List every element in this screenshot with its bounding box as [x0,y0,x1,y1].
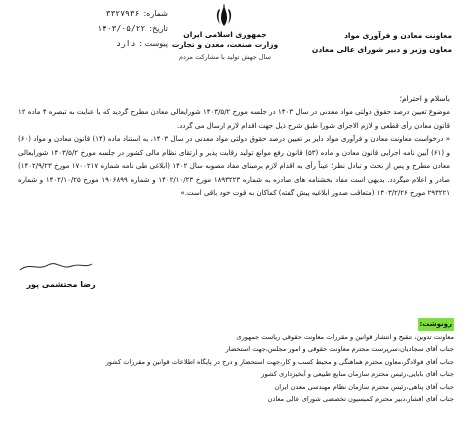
letterhead [0,0,468,75]
carbon-copy-section [18,318,454,406]
body-paragraph: « درخواست معاونت معادن و فرآوری مواد دایر بر تعیین درصد حقوق دولتی مواد معدنی در سال ۱۴۰۳، به استناد ماده (۱۴) قانون معادن و مواد (۶۰) و (۶۱) آیین نامه اجرایی قانون معادن و ماده (۵۳) قانون رفع موانع تولید رقابت پذیر و ارتقای نظام مالی کشور در جلسه مورخ ۱۴۰۳/۵/۲ شورایعالی معادن مطرح و پس از بحث و تبادل نظر؛ عیناً رأی به اقدام لازم برمبنای مفاد مصوبه سال ۱۴۰۲ (ابلاغی طی نامه شماره ۱۷۰۰۲۱۷ مورخ ۱۴۰۲/۹/۲۳) صادر و اعلام میگردد. بدیهی است مفاد بخشنامه های صادره به شماره ۱۸۹۳۲۲۳ مورخ ۱۴۰۲/۱۰/۲۳ و شماره ۱۹۰۶۸۹۹ مورخ ۱۴۰۲/۱۰/۲۵ و شماره ۲۹۳۲۲۱ مورخ ۱۴۰۳/۲/۲۶ (متعاقب صدور ابلاغیه پیش گفته) کماکان به قوت خود باقی است.» [18,135,451,197]
cc-title: رونوشت: [418,318,455,331]
letter-date: ۱۴۰۳/۰۵/۲۲ [97,24,146,33]
letter-attachment-row [56,36,168,51]
ministry-line: وزارت صنعت، معدن و تجارت [171,40,279,49]
office-line: معاونت معادن و فرآوری مواد [344,31,452,40]
meta-label: تاریخ: [149,24,168,33]
letter-meta [56,6,168,51]
letter-number-row [56,6,168,21]
year-slogan: سال جهش تولید با مشارکت مردم [179,53,271,61]
cc-item: جناب آقای فولادگر،معاون محترم هماهنگی و محیط کسب و کار،جهت استحضار و درج در پایگاه اطلاعات قوانین و مقررات کشور [105,357,454,366]
greeting: باسلام و احترام؛ [399,94,450,103]
letter-number: ۳۳۲۷۹۳۶ [105,9,140,18]
letter-attachment: دارد [116,39,136,48]
iran-emblem-icon [213,4,235,28]
cc-list [18,331,454,406]
cc-item: جناب آقای بابایی،رئیس محترم سازمان منابع طبیعی و آبخیزداری کشور [261,370,454,378]
body-paragraph: موضوع تعیین درصد حقوق دولتی مواد معدنی در سال ۱۴۰۳ در جلسه مورخ ۱۴۰۳/۵/۲ شورایعالی معادن مطرح گردید که با عنایت به تبصره ۴ ماده ۱۲ قانون معادن رأی قطعی و لازم الاجرای شورا طبق شرح ذیل جهت اقدام لازم ارسال می گردد. [18,108,450,130]
signature-scribble [16,258,96,274]
signer-name: رضا محتشمی پور [26,280,96,289]
letter-body [18,106,450,201]
issuing-office [272,29,452,57]
cc-item: جناب آقای پناهی،رئیس محترم سازمان نظام مهندسی معدن ایران [274,382,454,391]
cc-item: جناب آقای سجادیان،سرپرست محترم معاونت حقوقی و امور مجلس،جهت استحضار [225,345,454,353]
government-line: جمهوری اسلامی ایران [183,30,267,39]
letter-date-row [56,21,168,36]
government-title [170,30,280,50]
office-line: معاون وزیر و دبیر شورای عالی معادن [311,45,452,54]
cc-item: معاونت تدوین، تنقیح و انتشار قوانین و مقررات معاونت حقوقی ریاست جمهوری [236,332,454,341]
meta-label: پیوست : [139,39,168,48]
cc-item: جناب آقای افشار،دبیر محترم کمیسیون تخصصی شورای عالی معادن [267,395,454,403]
meta-label: شماره: [143,9,168,18]
